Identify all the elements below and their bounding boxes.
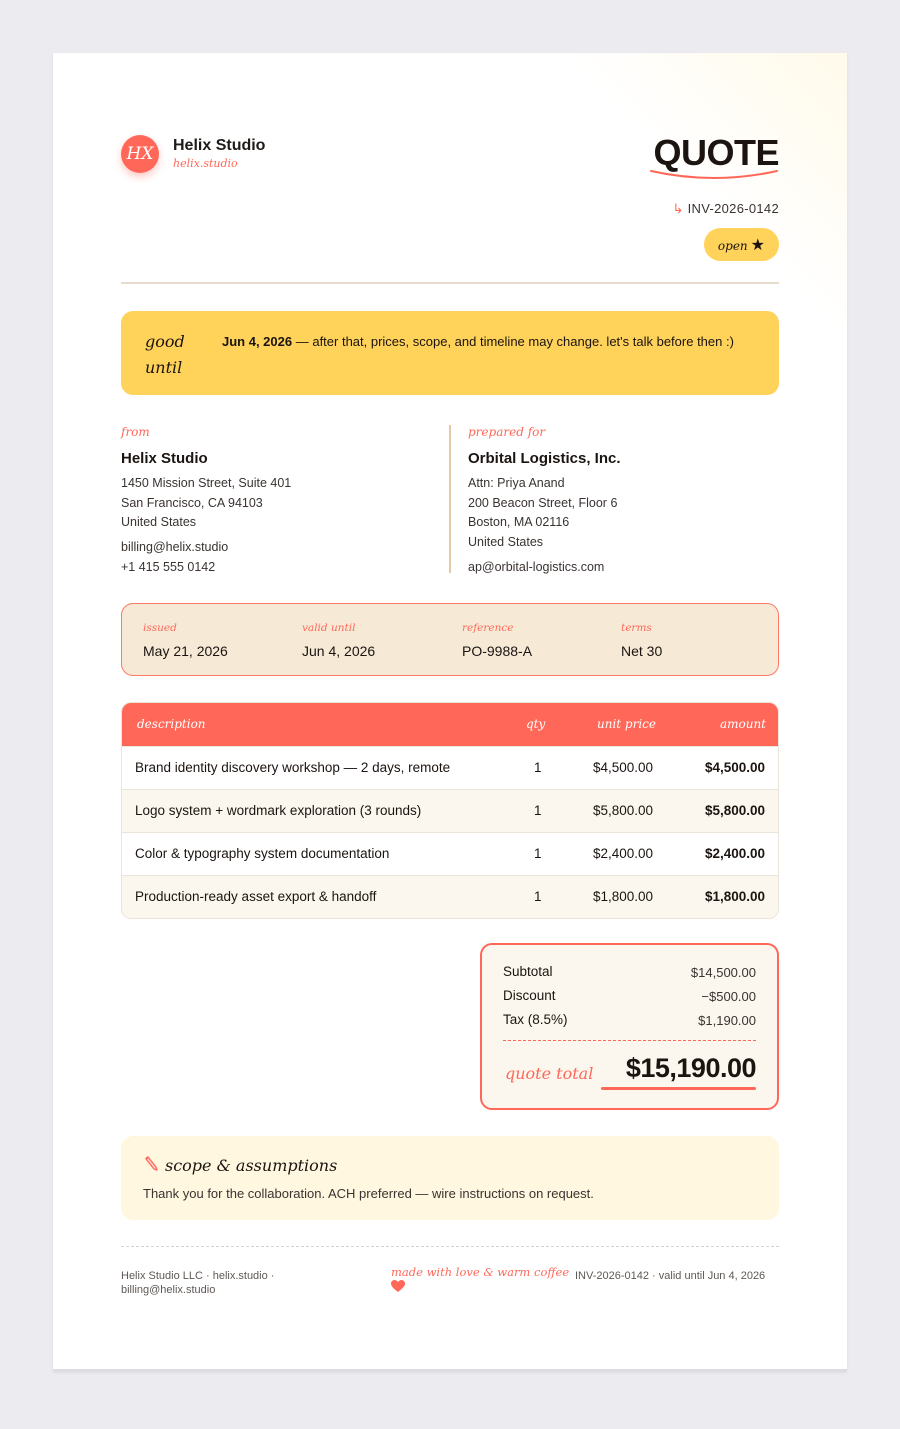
meta-valid-label: valid until xyxy=(302,622,356,634)
document-title: QUOTE xyxy=(653,132,779,173)
row-qty: 1 xyxy=(534,803,542,818)
brand-name: Helix Studio xyxy=(173,137,266,154)
subtotal-value: $14,500.00 xyxy=(690,965,756,980)
valid-label xyxy=(145,329,195,381)
row-qty: 1 xyxy=(534,760,542,775)
header-amount: amount xyxy=(719,717,766,731)
to-address xyxy=(468,474,617,552)
meta-valid-value: Jun 4, 2026 xyxy=(302,643,376,659)
valid-date: Jun 4, 2026 xyxy=(222,334,293,349)
table-row xyxy=(122,832,778,875)
row-description: Color & typography system documentation xyxy=(135,846,390,861)
row-qty: 1 xyxy=(534,846,542,861)
subtotal-label: Subtotal xyxy=(503,964,553,979)
to-address-line: United States xyxy=(468,534,544,549)
from-label: from xyxy=(121,425,150,439)
notes-box xyxy=(121,1136,779,1220)
brand-logo: HX xyxy=(121,135,159,173)
row-unit-price: $5,800.00 xyxy=(592,803,653,818)
meta-reference-label: reference xyxy=(462,622,514,634)
status-badge xyxy=(704,228,779,261)
star-icon: ★ xyxy=(750,235,765,254)
valid-note: — after that, prices, scope, and timeline may change. let's talk before then :) xyxy=(292,334,734,349)
tax-label: Tax (8.5%) xyxy=(503,1012,568,1027)
brand-site: helix.studio xyxy=(173,157,238,170)
to-label: prepared for xyxy=(468,425,546,439)
row-amount: $2,400.00 xyxy=(704,846,765,861)
valid-message xyxy=(222,333,762,350)
header-description: description xyxy=(137,717,206,731)
return-arrow-icon: ↳ xyxy=(672,201,684,216)
table-row xyxy=(122,789,778,832)
pencil-icon xyxy=(145,1155,159,1171)
row-amount: $1,800.00 xyxy=(704,889,765,904)
valid-label-line1: good xyxy=(145,332,185,351)
row-description: Logo system + wordmark exploration (3 rounds) xyxy=(135,803,422,818)
from-phone[interactable]: +1 415 555 0142 xyxy=(121,559,216,574)
row-unit-price: $2,400.00 xyxy=(592,846,653,861)
row-qty: 1 xyxy=(534,889,542,904)
from-address-line: 1450 Mission Street, Suite 401 xyxy=(121,476,292,490)
valid-label-line2: until xyxy=(145,358,183,377)
row-amount: $5,800.00 xyxy=(704,803,765,818)
header-qty: qty xyxy=(526,717,546,731)
tax-value: $1,190.00 xyxy=(698,1013,756,1028)
notes-text: Thank you for the collaboration. ACH preferred — wire instructions on request. xyxy=(143,1186,594,1201)
valid-until-banner xyxy=(121,311,779,395)
discount-value: −$500.00 xyxy=(701,989,756,1004)
header-unit-price: unit price xyxy=(596,717,656,731)
meta-terms-value: Net 30 xyxy=(621,643,663,659)
to-address-line: Boston, MA 02116 xyxy=(468,515,570,529)
table-row xyxy=(122,746,778,789)
from-contact xyxy=(121,538,228,577)
from-email[interactable]: billing@helix.studio xyxy=(121,540,229,554)
grand-total-value: $15,190.00 xyxy=(625,1053,756,1083)
notes-title: scope & assumptions xyxy=(165,1156,338,1175)
to-address-line: 200 Beacon Street, Floor 6 xyxy=(468,495,618,510)
footer-divider xyxy=(121,1246,779,1247)
from-name: Helix Studio xyxy=(121,450,208,467)
status-text: open xyxy=(717,239,748,253)
document-number-text: INV-2026-0142 xyxy=(687,201,779,216)
footer-company: Helix Studio LLC · helix.studio · billing@helix.studio xyxy=(121,1270,275,1296)
header-divider xyxy=(121,282,779,284)
discount-label: Discount xyxy=(503,988,556,1003)
row-description: Brand identity discovery workshop — 2 days, remote xyxy=(135,760,451,775)
from-address-line: United States xyxy=(121,515,197,529)
from-address xyxy=(121,474,291,533)
meta-reference-value: PO-9988-A xyxy=(462,643,533,659)
meta-issued-label: issued xyxy=(143,622,177,634)
totals-box xyxy=(480,943,779,1110)
title-swoosh-icon xyxy=(649,167,779,181)
from-address-line: San Francisco, CA 94103 xyxy=(121,495,263,510)
party-separator xyxy=(449,425,451,573)
to-address-line: Attn: Priya Anand xyxy=(468,476,565,490)
grand-total-underline xyxy=(601,1087,756,1090)
quote-meta xyxy=(121,603,779,676)
document-number xyxy=(672,201,779,217)
footer-reference: INV-2026-0142 · valid until Jun 4, 2026 xyxy=(575,1270,766,1282)
table-header xyxy=(122,703,778,746)
quote-sheet xyxy=(53,53,847,1372)
meta-issued-value: May 21, 2026 xyxy=(143,643,228,659)
grand-total-label: quote total xyxy=(505,1064,594,1083)
row-amount: $4,500.00 xyxy=(704,760,765,775)
heart-icon xyxy=(391,1280,405,1293)
row-unit-price: $4,500.00 xyxy=(592,760,653,775)
footer-tagline xyxy=(391,1265,571,1296)
footer-tagline-text: made with love & warm coffee xyxy=(391,1265,570,1279)
table-row xyxy=(122,875,778,918)
to-email[interactable]: ap@orbital-logistics.com xyxy=(468,560,605,574)
line-items-table xyxy=(121,702,779,919)
row-description: Production-ready asset export & handoff xyxy=(135,889,377,904)
row-unit-price: $1,800.00 xyxy=(592,889,653,904)
meta-terms-label: terms xyxy=(621,622,652,634)
totals-divider xyxy=(503,1040,756,1041)
to-name: Orbital Logistics, Inc. xyxy=(468,450,621,467)
